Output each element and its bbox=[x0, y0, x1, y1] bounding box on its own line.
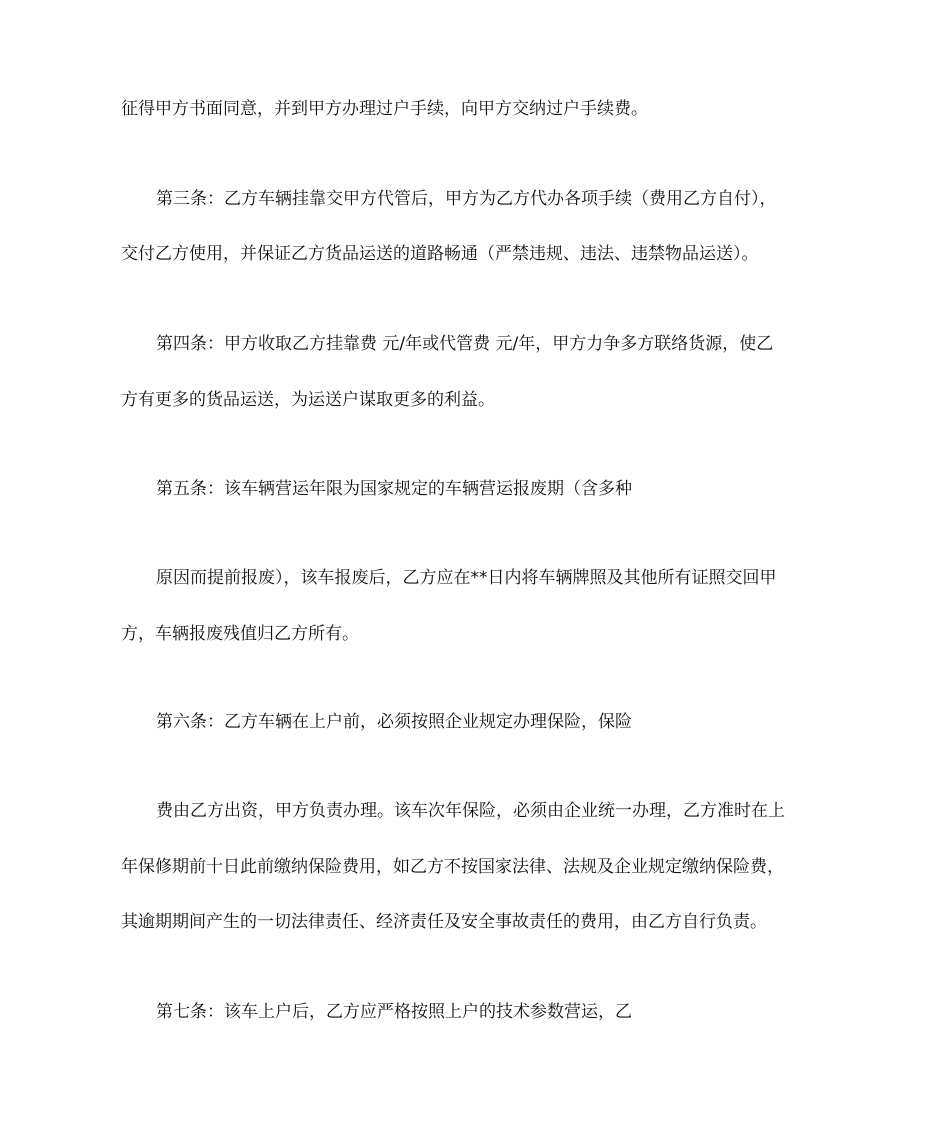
text-line: 第六条：乙方车辆在上户前，必须按照企业规定办理保险，保险 bbox=[156, 712, 632, 732]
text-line: 第三条：乙方车辆挂靠交甲方代管后，甲方为乙方代办各项手续（费用乙方自付）， bbox=[156, 189, 777, 209]
text-line: 年保修期前十日此前缴纳保险费用，如乙方不按国家法律、法规及企业规定缴纳保险费， bbox=[121, 857, 784, 877]
text-line: 第五条：该车辆营运年限为国家规定的车辆营运报废期（含多种 bbox=[156, 479, 632, 499]
text-line: 征得甲方书面同意，并到甲方办理过户手续，向甲方交纳过户手续费。 bbox=[121, 99, 648, 119]
text-line: 第七条：该车上户后，乙方应严格按照上户的技术参数营运，乙 bbox=[156, 1002, 632, 1022]
text-line: 方，车辆报废残值归乙方所有。 bbox=[121, 624, 359, 644]
text-line: 第四条：甲方收取乙方挂靠费 元/年或代管费 元/年，甲方力争多方联络货源，使乙 bbox=[156, 334, 774, 354]
text-line: 交付乙方使用，并保证乙方货品运送的道路畅通（严禁违规、违法、违禁物品运送）。 bbox=[121, 244, 759, 264]
text-line: 费由乙方出资，甲方负责办理。该车次年保险，必须由企业统一办理，乙方准时在上 bbox=[156, 801, 785, 821]
text-line: 方有更多的货品运送，为运送户谋取更多的利益。 bbox=[121, 390, 495, 410]
text-line: 其逾期期间产生的一切法律责任、经济责任及安全事故责任的费用，由乙方自行负责。 bbox=[121, 912, 767, 932]
text-line: 原因而提前报废），该车报废后，乙方应在**日内将车辆牌照及其他所有证照交回甲 bbox=[156, 568, 777, 588]
